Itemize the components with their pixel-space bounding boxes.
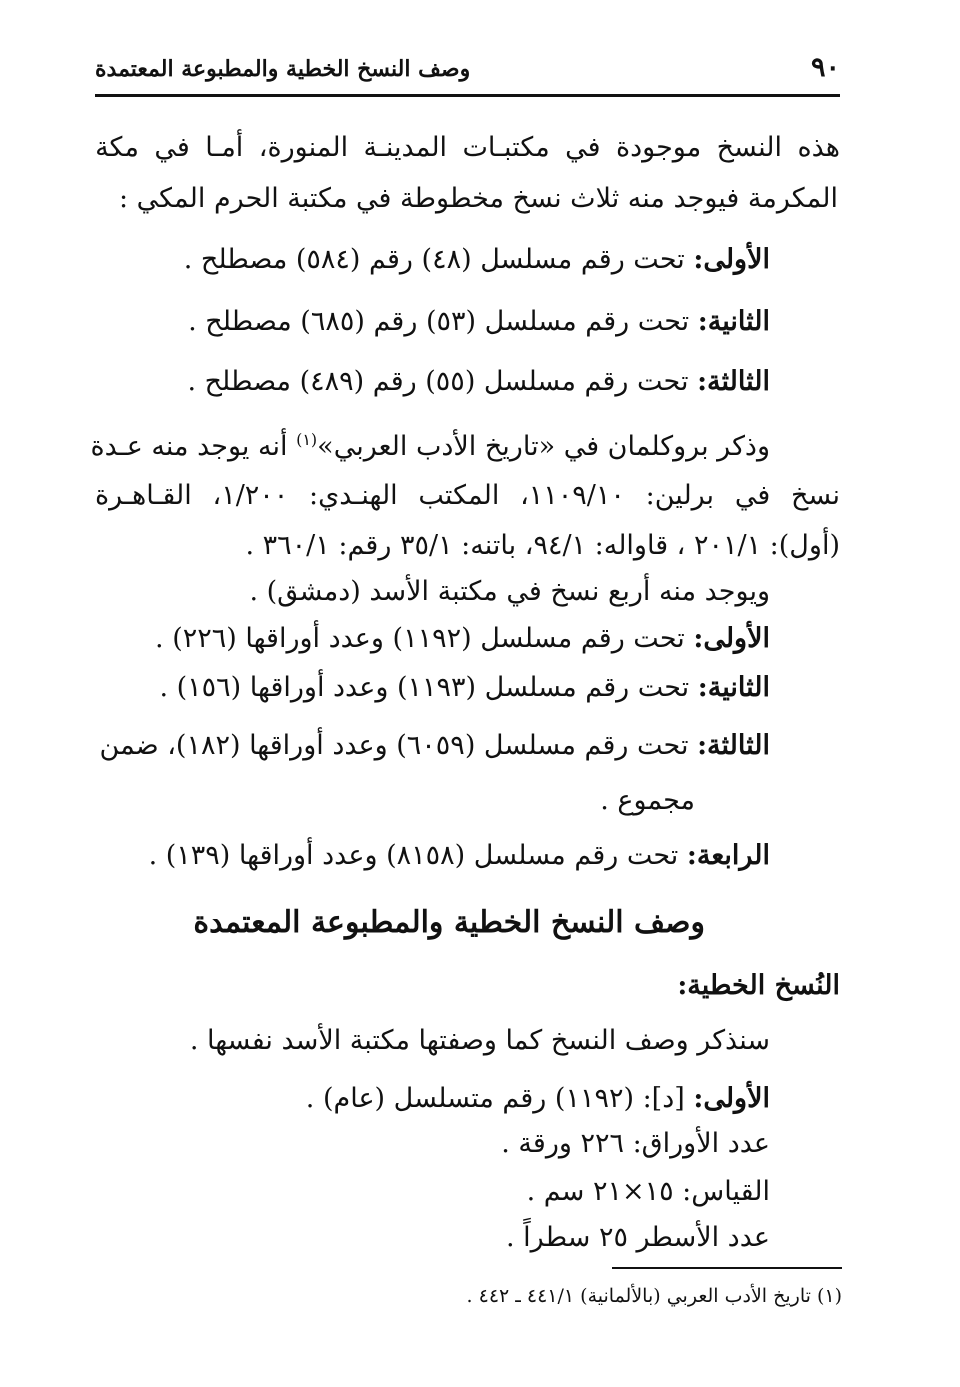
section-first-copy: الأولى: [د]: (١١٩٢) رقم متسلسل (عام) . bbox=[305, 1083, 770, 1114]
intro-line-2: المكرمة فيوجد منه ثلاث نسخ مخطوطة في مكتبة الحرم المكي : bbox=[118, 183, 838, 214]
brockelmann-line-1: وذكر بروكلمان في «تاريخ الأدب العربي»$^{(١)}$ أنه يوجد منه عـدة bbox=[90, 430, 770, 462]
asad-copy-2: الثانية: تحت رقم مسلسل (١١٩٣) وعدد أوراقها (١٥٦) . bbox=[159, 672, 770, 703]
haram-copy-1: الأولى: تحت رقم مسلسل (٤٨) رقم (٥٨٤) مصطلح . bbox=[183, 244, 770, 275]
brockelmann-line-2: نسخ في برلين: ١١٠٩/١٠، المكتب الهنـدي: ١/٢٠٠، القـاهـرة bbox=[95, 480, 840, 511]
footnote-rule bbox=[612, 1267, 842, 1269]
asad-intro: ويوجد منه أربع نسخ في مكتبة الأسد (دمشق) . bbox=[249, 576, 770, 607]
footnote-ref: (١) bbox=[296, 430, 318, 449]
haram-copy-3: الثالثة: تحت رقم مسلسل (٥٥) رقم (٤٨٩) مصطلح . bbox=[187, 366, 770, 397]
header-rule bbox=[95, 94, 840, 97]
asad-copy-4: الرابعة: تحت رقم مسلسل (٨١٥٨) وعدد أوراقها (١٣٩) . bbox=[148, 840, 770, 871]
detail-size: القياس: ١٥×٢١ سم . bbox=[526, 1176, 770, 1207]
asad-copy-1: الأولى: تحت رقم مسلسل (١١٩٢) وعدد أوراقها (٢٢٦) . bbox=[155, 623, 770, 654]
detail-leaves: عدد الأوراق: ٢٢٦ ورقة . bbox=[501, 1128, 770, 1159]
asad-copy-3-cont: مجموع . bbox=[600, 785, 695, 816]
footnote: (١) تاريخ الأدب العربي (بالألمانية) ٤٤١/١ ـ ٤٤٢ . bbox=[466, 1285, 842, 1307]
running-header bbox=[95, 52, 840, 92]
section-intro: سنذكر وصف النسخ كما وصفتها مكتبة الأسد نفسها . bbox=[189, 1025, 770, 1056]
haram-copy-2: الثانية: تحت رقم مسلسل (٥٣) رقم (٦٨٥) مصطلح . bbox=[188, 306, 770, 337]
section-subtitle: النُسخ الخطية: bbox=[677, 970, 840, 1001]
running-title: وصف النسخ الخطية والمطبوعة المعتمدة bbox=[95, 56, 471, 82]
intro-line-1: هذه النسخ موجودة في مكتبـات المدينـة المنورة، أمـا في مكة bbox=[95, 132, 840, 163]
detail-lines: عدد الأسطر ٢٥ سطراً . bbox=[506, 1222, 770, 1253]
brockelmann-line-3: (أول): ٢٠١/١ ، قاواله: ٩٤/١، باتنه: ٣٥/١ رقم: ٣٦٠/١ . bbox=[245, 530, 840, 561]
section-title: وصف النسخ الخطية والمطبوعة المعتمدة bbox=[193, 905, 705, 940]
page-number: ٩٠ bbox=[810, 52, 840, 83]
asad-copy-3: الثالثة: تحت رقم مسلسل (٦٠٥٩) وعدد أوراقها (١٨٢)، ضمن bbox=[99, 730, 770, 761]
